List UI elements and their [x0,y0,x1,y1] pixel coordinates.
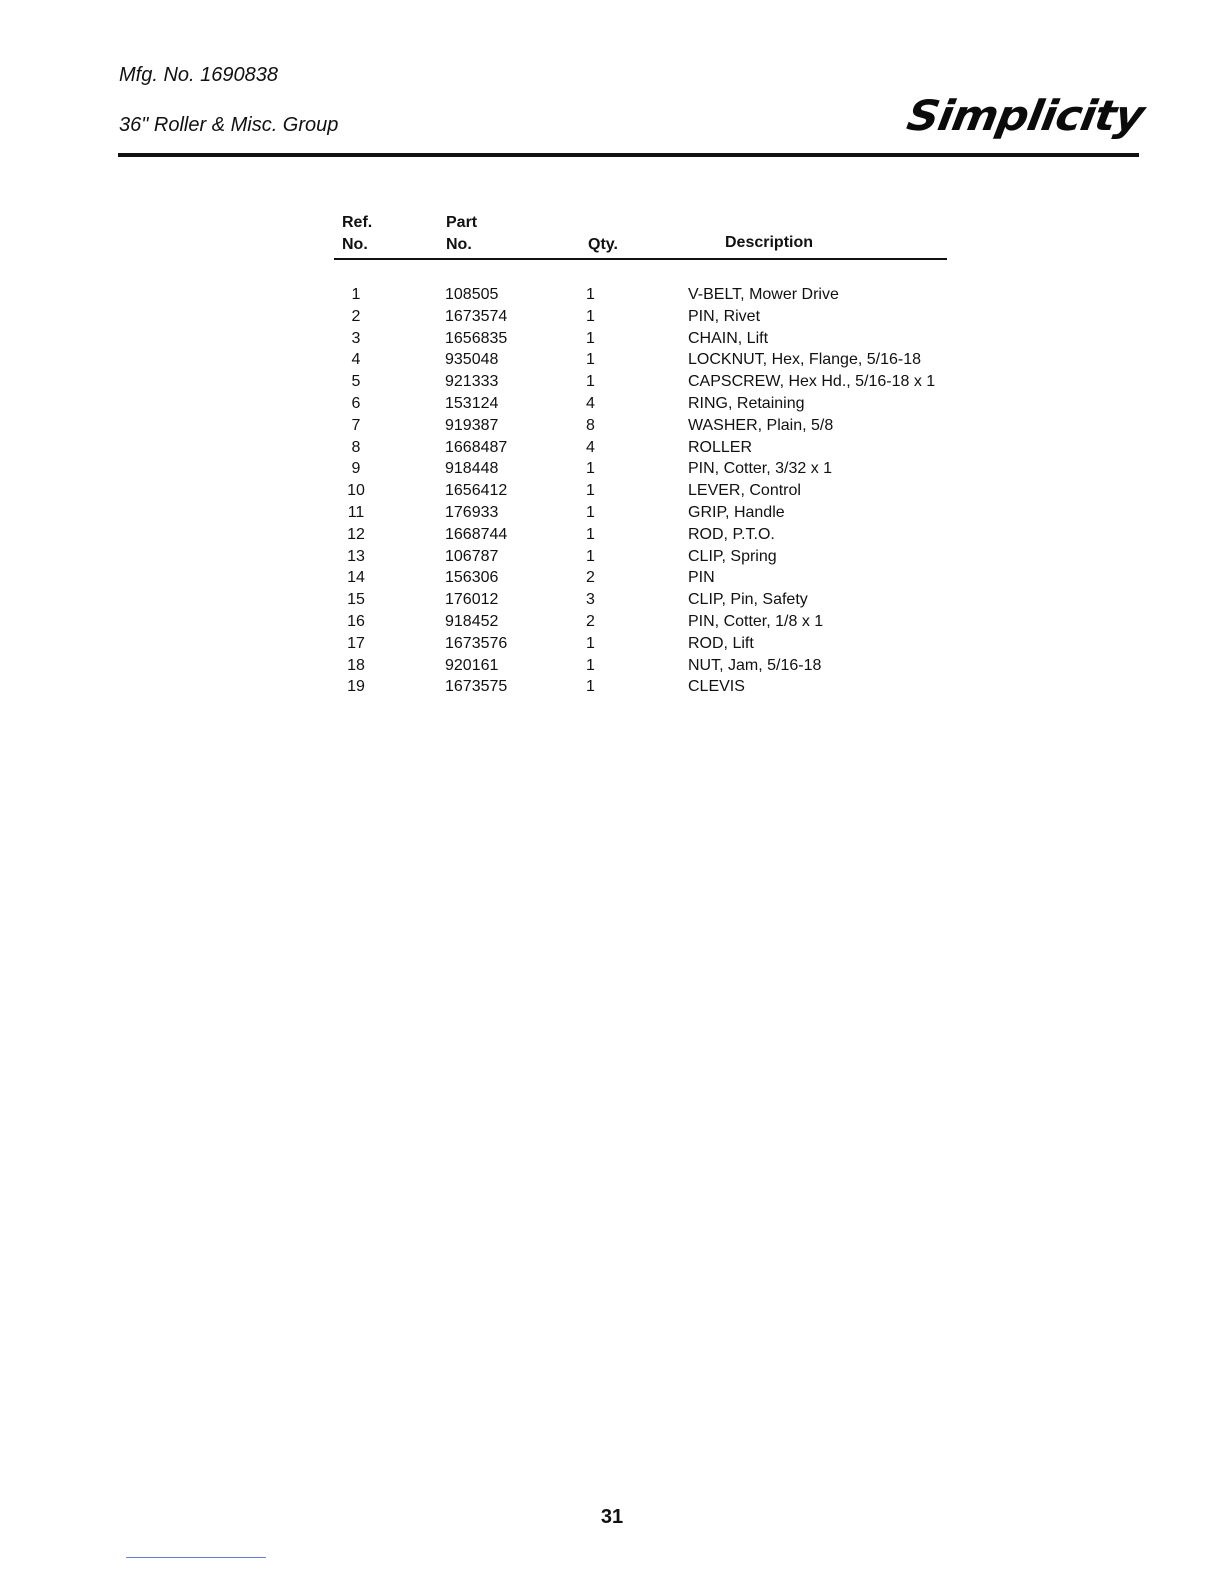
part-no-cell: 1673576 [445,634,508,652]
qty-cell: 1 [586,525,595,543]
qty-cell: 1 [586,329,595,347]
qty-cell: 4 [586,394,595,412]
qty-cell: 3 [586,591,595,609]
parts-table [334,284,1034,698]
table-row [334,306,1034,328]
table-row [334,676,1034,698]
description-cell: ROD, Lift [688,634,754,652]
part-no-cell: 1668487 [445,438,508,456]
description-cell: CLIP, Spring [688,547,777,565]
part-no-cell: 920161 [445,656,499,674]
ref-no-cell: 7 [351,416,361,434]
part-no-cell: 1673575 [445,678,508,696]
part-no-cell: 918452 [445,612,499,630]
qty-cell: 1 [586,286,595,303]
qty-cell: 1 [586,678,595,696]
table-row [334,524,1034,546]
ref-no-cell: 3 [351,329,361,347]
qty-cell: 1 [586,547,595,565]
description-cell: LOCKNUT, Hex, Flange, 5/16-18 [688,351,921,369]
qty-header: Qty. [588,236,618,253]
table-row [334,284,1034,306]
footer-line [126,1557,266,1558]
ref-no-cell: 2 [351,307,361,325]
table-row [334,349,1034,371]
table-row [334,371,1034,393]
description-cell: ROD, P.T.O. [688,525,775,543]
qty-cell: 1 [586,373,595,391]
qty-cell: 1 [586,503,595,521]
part-no-cell: 919387 [445,416,499,434]
description-cell: CHAIN, Lift [688,329,769,347]
table-row [334,437,1034,459]
ref-no-cell: 9 [351,460,361,478]
ref-no-cell: 16 [347,612,365,630]
description-cell: WASHER, Plain, 5/8 [688,416,834,434]
part-no-cell: 1668744 [445,525,508,543]
qty-cell: 1 [586,656,595,674]
ref-no-header: Ref. No. [342,214,373,253]
part-no-header: Part No. [446,214,478,253]
table-row [334,328,1034,350]
table-row [334,502,1034,524]
ref-no-cell: 6 [351,394,361,412]
ref-no-cell: 13 [347,547,365,565]
part-no-cell: 918448 [445,460,499,478]
table-row [334,589,1034,611]
ref-no-cell: 17 [347,634,365,652]
description-cell: V-BELT, Mower Drive [688,286,839,303]
qty-cell: 1 [586,460,595,478]
qty-cell: 2 [586,612,595,630]
qty-cell: 8 [586,416,595,434]
part-no-cell: 1673574 [445,307,508,325]
part-no-cell: 1656835 [445,329,508,347]
ref-no-cell: 19 [347,678,365,696]
page-number: 31 [600,1506,624,1528]
ref-no-cell: 5 [351,373,361,391]
table-row [334,567,1034,589]
table-row [334,633,1034,655]
description-cell: PIN, Cotter, 3/32 x 1 [688,460,833,478]
description-cell: GRIP, Handle [688,503,785,521]
description-header: Description [725,234,814,251]
description-cell: ROLLER [688,438,753,456]
qty-cell: 1 [586,482,595,500]
part-no-cell: 156306 [445,569,499,587]
part-no-cell: 108505 [445,286,499,303]
part-no-cell: 176933 [445,503,499,521]
ref-no-cell: 15 [347,591,365,609]
header-rule [118,153,1139,157]
qty-cell: 1 [586,351,595,369]
ref-no-cell: 4 [351,351,361,369]
description-cell: PIN, Rivet [688,307,761,325]
table-row [334,611,1034,633]
group-title: 36" Roller & Misc. Group [119,114,339,136]
part-no-cell: 1656412 [445,482,508,500]
ref-no-cell: 12 [347,525,365,543]
ref-no-cell: 8 [351,438,361,456]
table-row [334,415,1034,437]
description-cell: CLEVIS [688,678,745,696]
ref-no-cell: 10 [347,482,365,500]
part-no-cell: 921333 [445,373,499,391]
ref-no-cell: 14 [347,569,365,587]
description-cell: RING, Retaining [688,394,805,412]
table-row [334,655,1034,677]
ref-no-cell: 18 [347,656,365,674]
ref-no-cell: 1 [351,286,361,303]
description-cell: CAPSCREW, Hex Hd., 5/16-18 x 1 [688,373,936,391]
description-cell: PIN [688,569,715,587]
part-no-cell: 153124 [445,394,499,412]
mfg-number: Mfg. No. 1690838 [119,64,278,86]
table-row [334,458,1034,480]
table-row [334,480,1034,502]
description-cell: CLIP, Pin, Safety [688,591,808,609]
table-header-rule [334,258,947,260]
qty-cell: 1 [586,307,595,325]
qty-cell: 1 [586,634,595,652]
qty-cell: 2 [586,569,595,587]
description-cell: NUT, Jam, 5/16-18 [688,656,822,674]
part-no-cell: 106787 [445,547,499,565]
table-row [334,393,1034,415]
part-no-cell: 176012 [445,591,499,609]
description-cell: PIN, Cotter, 1/8 x 1 [688,612,824,630]
part-no-cell: 935048 [445,351,499,369]
table-row [334,546,1034,568]
qty-cell: 4 [586,438,595,456]
ref-no-cell: 11 [347,503,365,521]
brand-logo: Simplicity [903,92,1148,141]
description-cell: LEVER, Control [688,482,801,500]
